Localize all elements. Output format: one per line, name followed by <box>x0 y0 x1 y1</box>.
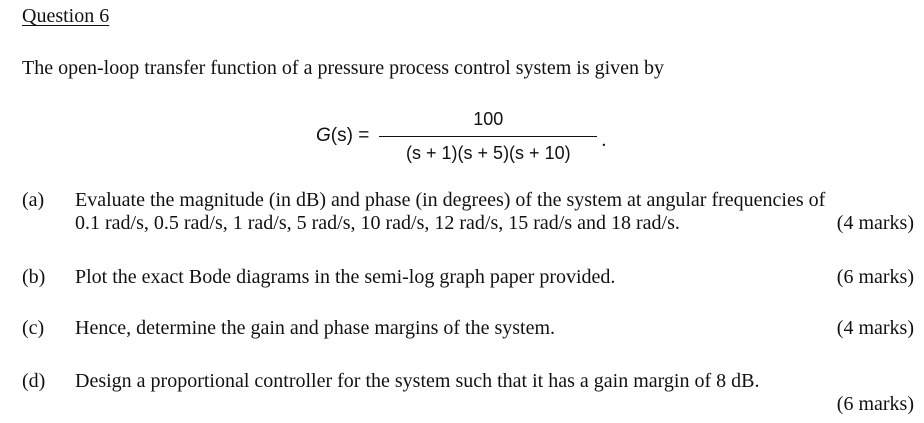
part-b-label: (b) <box>22 266 46 288</box>
part-a-marks: (4 marks) <box>836 212 914 234</box>
part-a <box>22 189 914 237</box>
part-a-text-line1: Evaluate the magnitude (in dB) and phase (in degrees) of the system at angular frequencies of <box>75 189 826 211</box>
equation-lhs <box>316 125 369 147</box>
part-c <box>22 317 914 343</box>
equation-fraction <box>379 109 597 164</box>
equation-numerator: 100 <box>473 108 504 129</box>
part-d-marks: (6 marks) <box>836 393 914 415</box>
part-c-label: (c) <box>22 317 45 339</box>
part-d-text: Design a proportional controller for the system such that it has a gain margin of 8 dB. <box>75 370 760 392</box>
question-heading: Question 6 <box>22 5 110 27</box>
part-b-marks: (6 marks) <box>836 266 914 288</box>
part-a-label: (a) <box>22 189 45 211</box>
equation-lhs-arg: (s) = <box>330 125 370 146</box>
equation-denominator: (s + 1)(s + 5)(s + 10) <box>406 142 571 163</box>
transfer-function-equation <box>316 104 606 168</box>
equation-lhs-symbol: G <box>316 125 331 146</box>
part-b-text: Plot the exact Bode diagrams in the semi-log graph paper provided. <box>75 266 616 288</box>
part-d <box>22 370 914 418</box>
part-c-text: Hence, determine the gain and phase margins of the system. <box>75 317 556 339</box>
question-intro: The open-loop transfer function of a pressure process control system is given by <box>22 57 665 79</box>
part-c-marks: (4 marks) <box>836 317 914 339</box>
part-a-text-line2: 0.1 rad/s, 0.5 rad/s, 1 rad/s, 5 rad/s, 10 rad/s, 12 rad/s, 15 rad/s and 18 rad/s. <box>75 212 680 234</box>
part-d-label: (d) <box>22 370 46 392</box>
part-b <box>22 266 914 292</box>
equation-terminator: . <box>601 128 607 151</box>
